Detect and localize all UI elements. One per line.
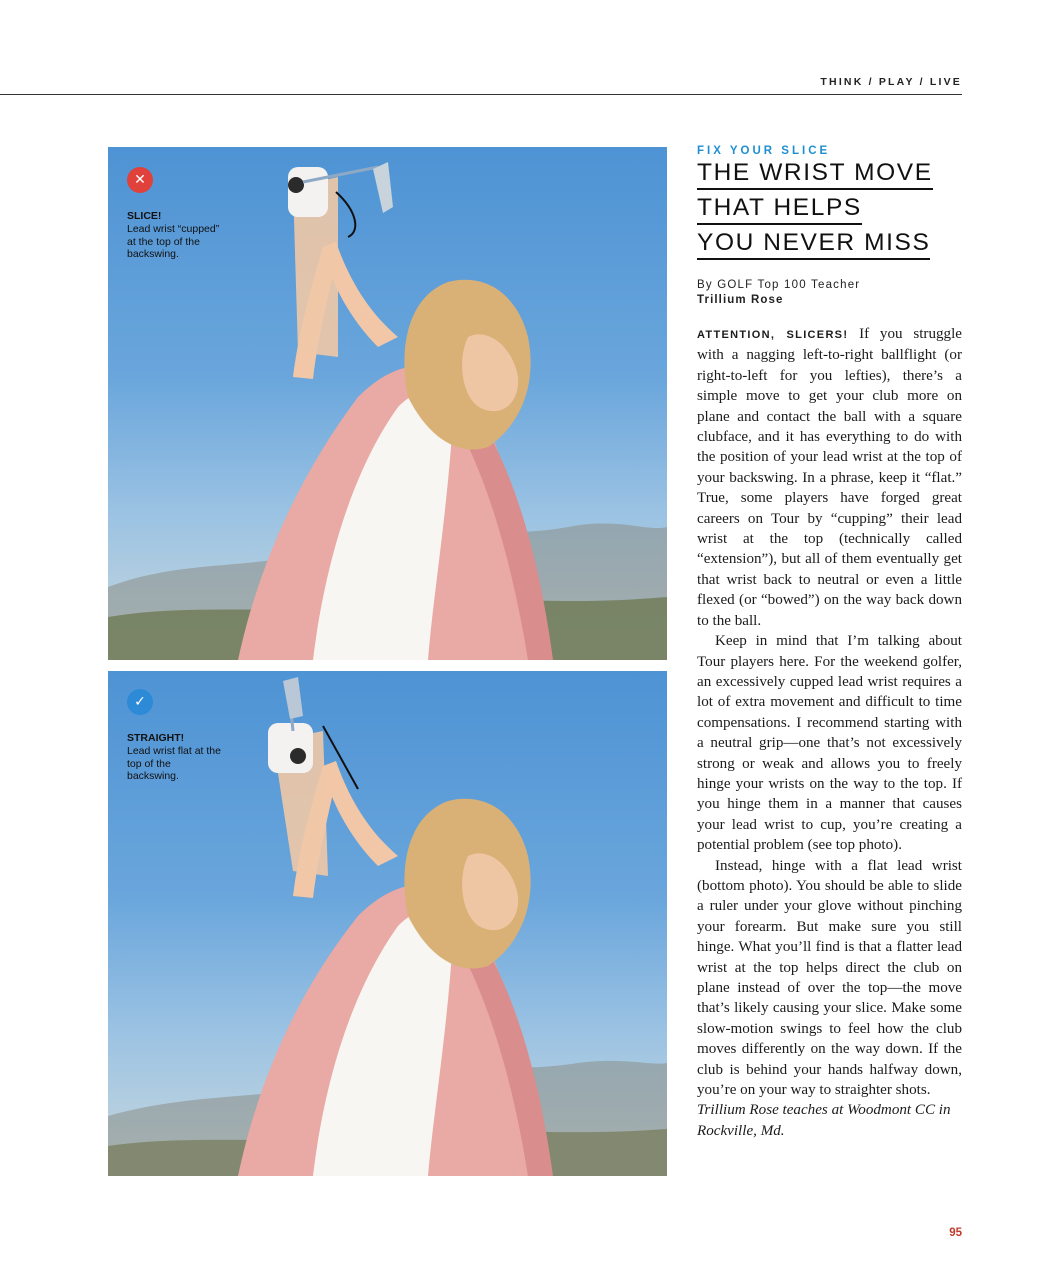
- leadin: ATTENTION, SLICERS!: [697, 329, 849, 341]
- caption-slice-text: Lead wrist “cupped” at the top of the backswing.: [127, 222, 220, 261]
- headline-line: YOU NEVER MISS: [697, 228, 930, 260]
- caption-straight-text: Lead wrist flat at the top of the backswing.: [127, 744, 221, 783]
- check-icon: ✓: [127, 689, 153, 715]
- caption-straight: [127, 732, 222, 783]
- byline-author: Trillium Rose: [697, 293, 784, 306]
- x-icon: ✕: [127, 167, 153, 193]
- caption-straight-title: STRAIGHT!: [127, 732, 185, 744]
- article-kicker: FIX YOUR SLICE: [697, 145, 831, 157]
- header-rule: [0, 94, 962, 95]
- article-body: [697, 324, 962, 1141]
- page-number: 95: [949, 1227, 962, 1239]
- caption-slice-title: SLICE!: [127, 210, 162, 222]
- paragraph-3: Instead, hinge with a flat lead wrist (bottom photo). You should be able to slide a ruler under your glove without pinching your forearm. But make sure you still hinge. What you’ll find is that a flatter lead wrist at the top helps direct the club on plane instead of over the top—the move that’s likely causing your slice. Make some slow-motion swings to feel how the club moves differently on the way down. If the club is behind your hands halfway down, you’re on your way to straighter shots.: [697, 857, 962, 1099]
- caption-slice: [127, 210, 222, 261]
- photo-slice: [108, 147, 667, 660]
- byline: [697, 278, 860, 307]
- article-headline: [697, 158, 962, 263]
- byline-text: By GOLF Top 100 Teacher: [697, 279, 861, 291]
- author-bio: Trillium Rose teaches at Woodmont CC in Rockville, Md.: [697, 1102, 951, 1139]
- paragraph-1-text: If you struggle with a nagging left-to-right ballflight (or right-to-left for you lefties), there’s a simple move to get your club more on plane and contact the ball with a square clubface, and it has everything to do with the position of your lead wrist at the top of your backswing. In a phrase, keep it “flat.” True, some players have forged great careers on Tour by “cupping” their lead wrist at the top (technically called “extension”), but all of them eventually get that wrist back to neutral or even a little flexed (or “bowed”) on the way back down to the ball.: [697, 326, 962, 629]
- paragraph-1: [697, 324, 962, 631]
- header-section-label: THINK / PLAY / LIVE: [820, 76, 962, 88]
- headline-line: THE WRIST MOVE: [697, 158, 933, 190]
- paragraph-2: Keep in mind that I’m talking about Tour players here. For the weekend golfer, an excessively cupped lead wrist requires a lot of extra movement and difficult to time compensations. I recommend starting with a neutral grip—one that’s not excessively strong or weak and allows you to freely hinge your wrists on the way to the top. If you hinge them in a manner that causes your lead wrist to cup, you’re creating a potential problem (see top photo).: [697, 633, 962, 854]
- headline-line: THAT HELPS: [697, 193, 862, 225]
- photo-straight: [108, 671, 667, 1176]
